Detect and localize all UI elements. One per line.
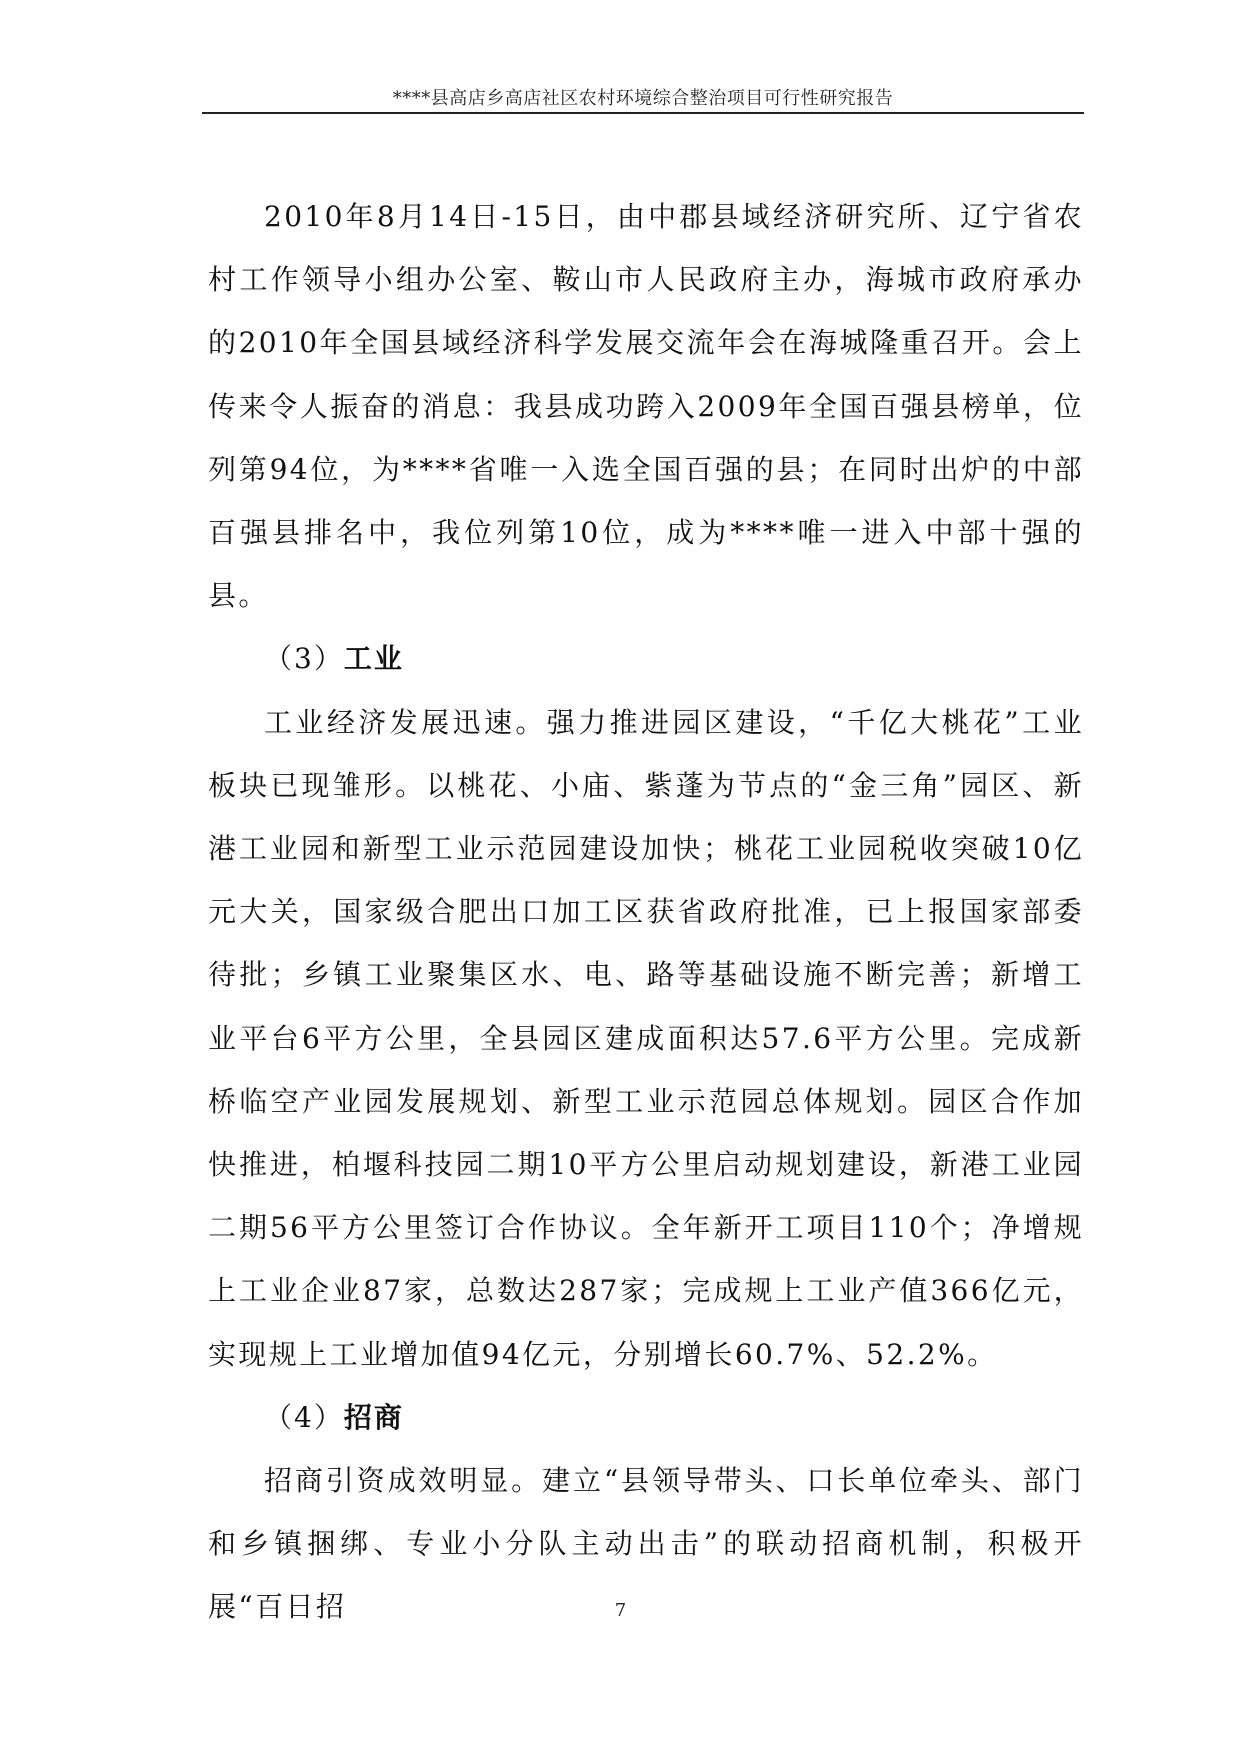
running-header: ****县高店乡高店社区农村环境综合整治项目可行性研究报告 <box>392 88 894 109</box>
section-heading-industry <box>208 627 1084 690</box>
section-heading-title: 招商 <box>343 1400 404 1434</box>
header-divider <box>202 112 1084 114</box>
paragraph-industry: 工业经济发展迅速。强力推进园区建设，“千亿大桃花”工业板块已现雏形。以桃花、小庙、紫蓬为节点的“金三角”园区、新港工业园和新型工业示范园建设加快；桃花工业园税收突破10亿元大关，国家级合肥出口加工区获省政府批准，已上报国家部委待批；乡镇工业聚集区水、电、路等基础设施不断完善；新增工业平台6平方公里，全县园区建成面积达57.6平方公里。完成新桥临空产业园发展规划、新型工业示范园总体规划。园区合作加快推进，柏堰科技园二期10平方公里启动规划建设，新港工业园二期56平方公里签订合作协议。全年新开工项目110个；净增规上工业企业87家，总数达287家；完成规上工业产值366亿元，实现规上工业增加值94亿元，分别增长60.7%、52.2%。 <box>208 705 1084 1371</box>
section-heading-investment <box>208 1386 1084 1449</box>
section-heading-number: （3） <box>264 642 344 676</box>
section-heading-title: 工业 <box>343 642 404 676</box>
paragraph-investment: 招商引资成效明显。建立“县领导带头、口长单位牵头、部门和乡镇捆绑、专业小分队主动出击”的联动招商机制，积极开展“百日招 <box>208 1464 1084 1624</box>
page-number: 7 <box>614 1600 627 1621</box>
document-body <box>208 185 1084 1639</box>
paragraph-ranking-news: 2010年8月14日-15日，由中郡县域经济研究所、辽宁省农村工作领导小组办公室、鞍山市人民政府主办，海城市政府承办的2010年全国县域经济科学发展交流年会在海城隆重召开。会上传来令人振奋的消息：我县成功跨入2009年全国百强县榜单，位列第94位，为****省唯一入选全国百强的县；在同时出炉的中部百强县排名中，我位列第10位，成为****唯一进入中部十强的县。 <box>208 200 1084 613</box>
section-heading-number: （4） <box>264 1400 344 1434</box>
